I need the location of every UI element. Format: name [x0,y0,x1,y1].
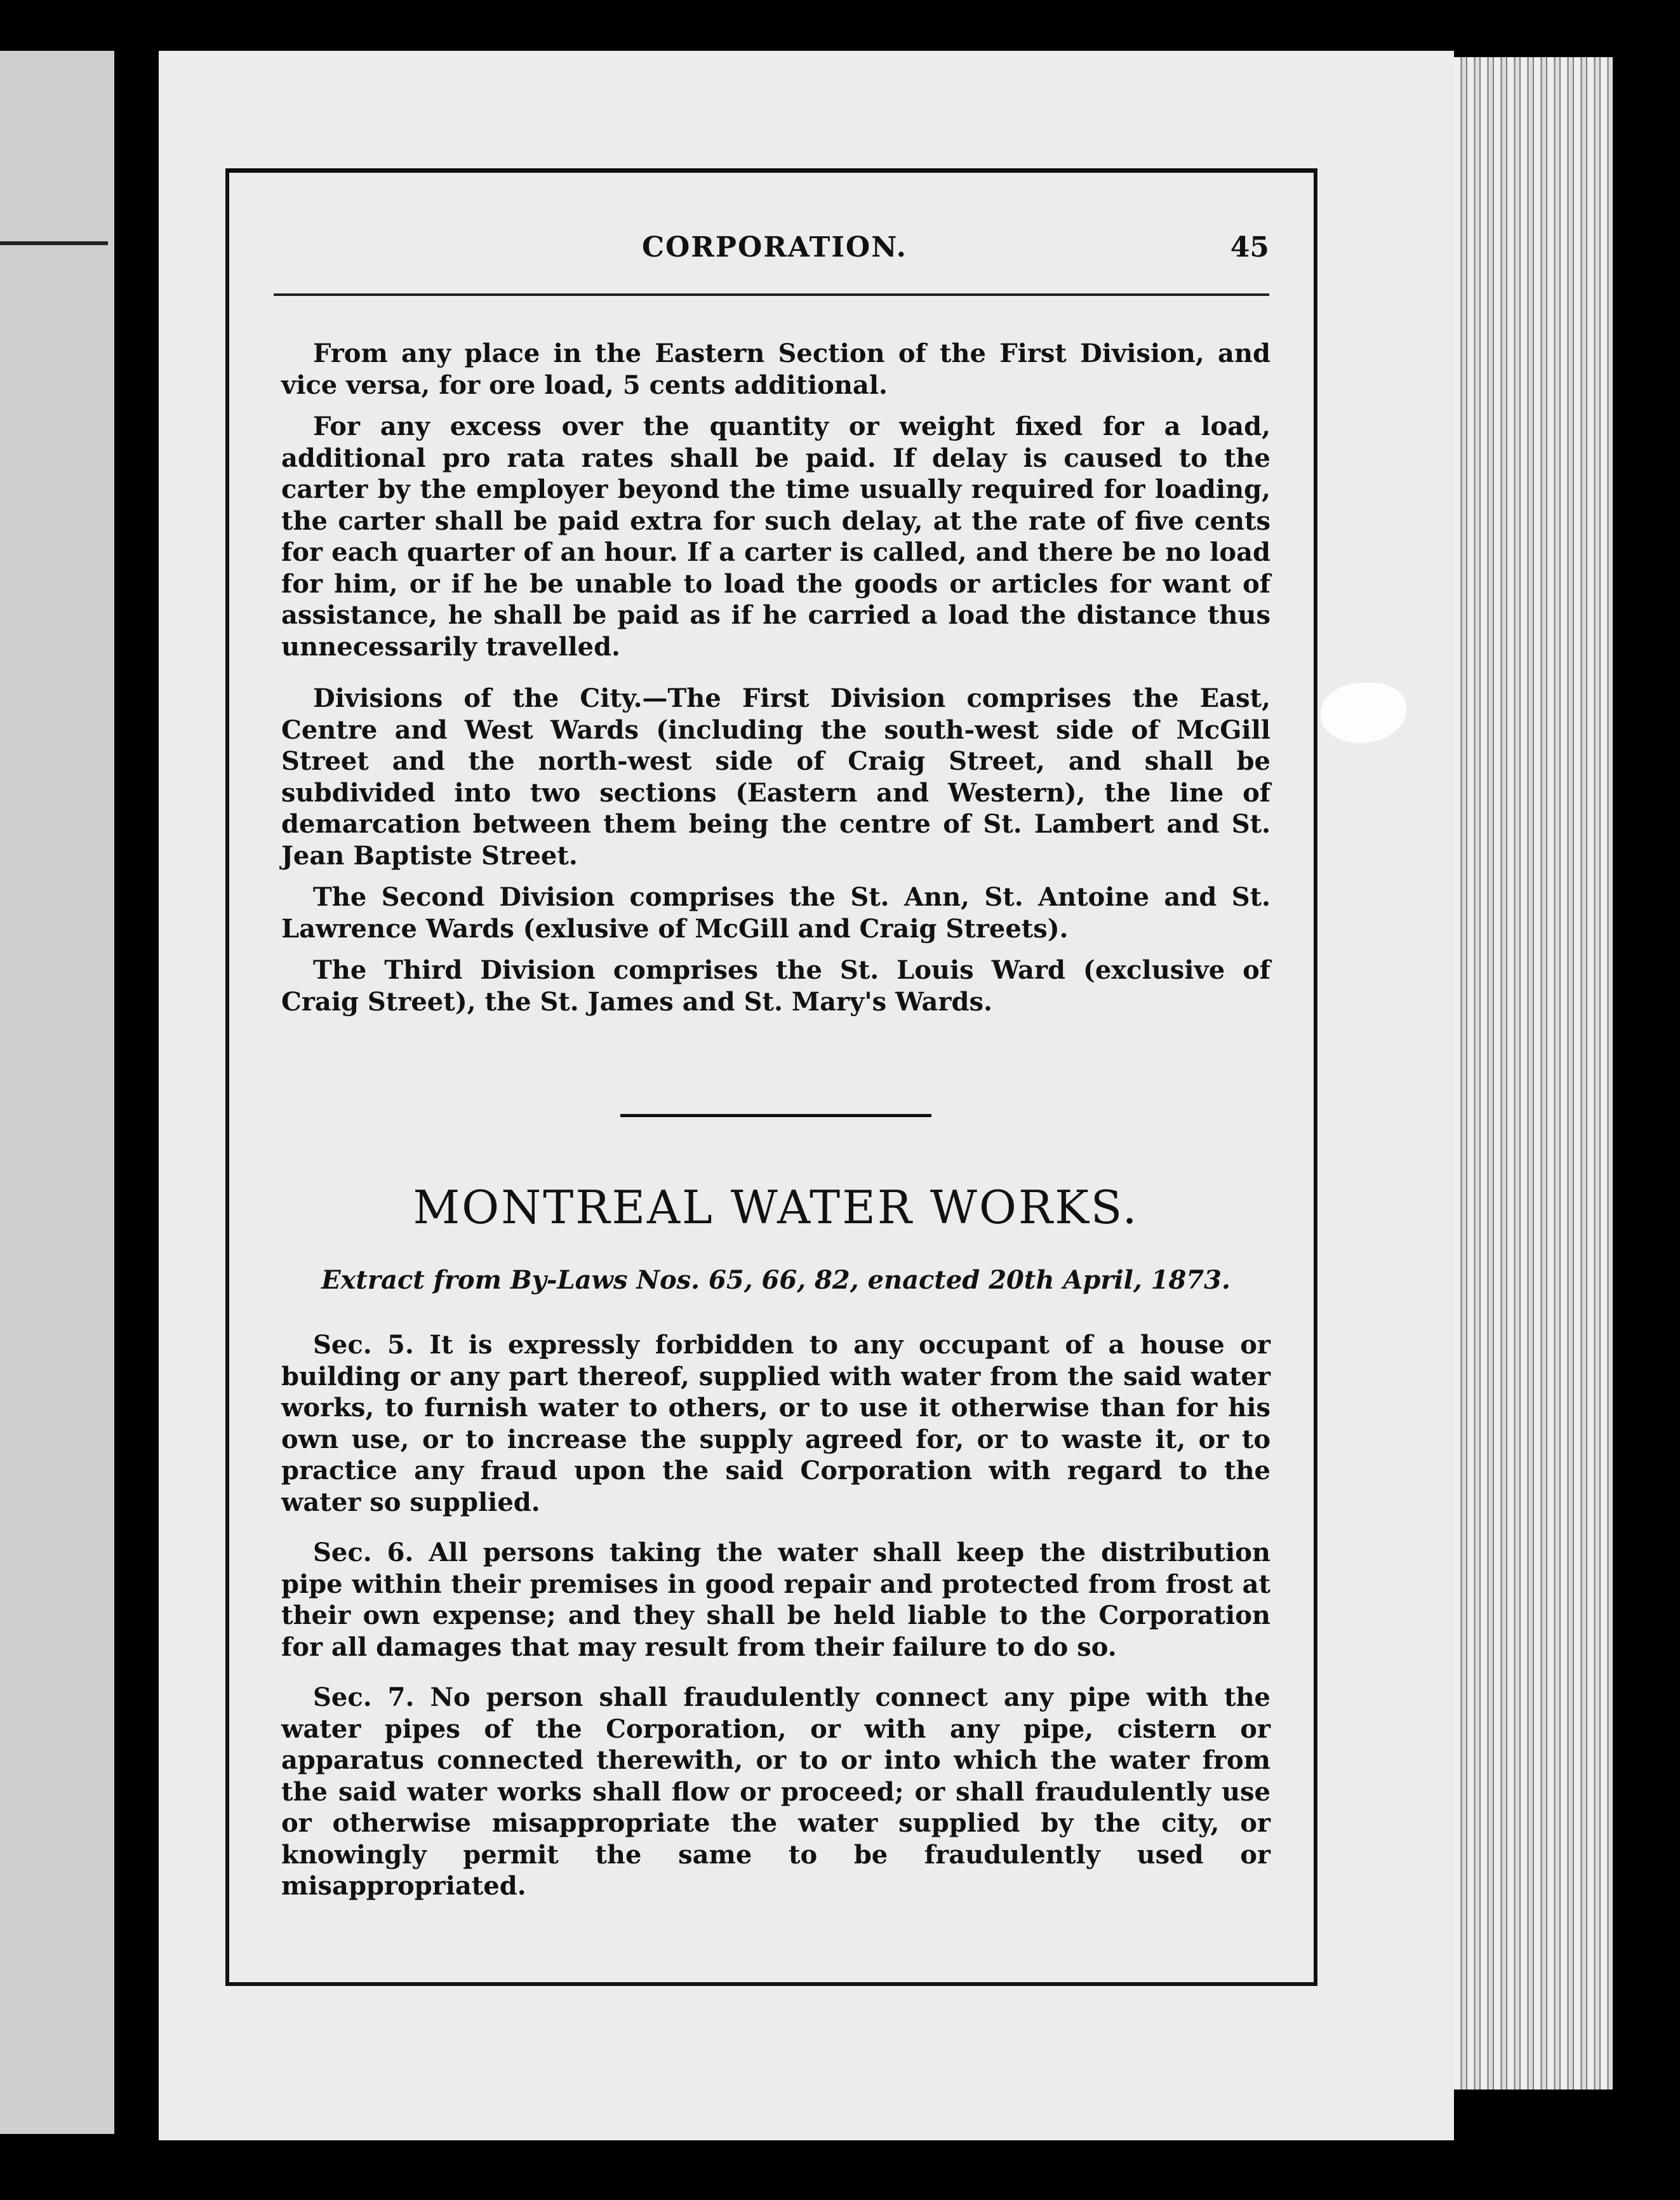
section-7 [281,1682,1270,1902]
paragraph-excess-load: For any excess over the quantity or weight fixed for a load, additional pro rata rates shall be paid. If delay is caused to the carter by the employer beyond the time usually required for loading, the carter shall be paid extra for such delay, at the rate of five cents for each quarter of an hour. If a carter is called, and there be no load for him, or if he be unable to load the goods or articles for want of assistance, he shall be paid as if he carried a load the distance thus unnecessarily travelled. [281,412,1270,662]
section-6-text: All persons taking the water shall keep the distribution pipe within their premises in good repair and protected from frost at their own expense; and they shall be held liable to the Corporation for all damages that may result from their failure to do so. [281,1538,1270,1662]
page-body [281,338,1270,1902]
section-6-label: Sec. 6. [313,1538,414,1567]
section-7-text: No person shall fraudulently connect any pipe with the water pipes of the Corporation, or with any pipe, cistern or apparatus connected therewith, or to or into which the water from the said water works shall flow or proceed; or shall fraudulently use or otherwise misappropriate the water supplied by the city, or knowingly permit the same to be fraudulently used or misappropriated. [281,1682,1270,1901]
page-header [280,231,1269,276]
section-5-label: Sec. 5. [313,1330,414,1360]
book-gutter [114,38,159,2147]
section-7-label: Sec. 7. [313,1682,415,1712]
facing-page-rule [0,241,108,245]
section-divider [620,1114,931,1117]
paragraph-third-division: The Third Division comprises the St. Louis Ward (exclusive of Craig Street), the St. James and St. Mary's Wards. [281,955,1270,1017]
page-edges [1454,57,1613,2089]
section-5-text: It is expressly forbidden to any occupant of a house or building or any part thereof, supplied with water from the said water works, to furnish water to others, or to use it otherwise than for his own use, or to increase the supply agreed for, or to waste it, or to practice any fraud upon the said Corporation with regard to the water so supplied. [281,1330,1270,1517]
section-5 [281,1329,1270,1518]
paragraph-second-division: The Second Division comprises the St. Ann, St. Antoine and St. Lawrence Wards (exlusive of McGill and Craig Streets). [281,882,1270,944]
background-shadow [1613,76,1680,2077]
section-6 [281,1537,1270,1663]
header-rule [274,293,1269,296]
paragraph-divisions-of-city: Divisions of the City.—The First Division comprises the East, Centre and West Wards (including the south-west side of McGill Street and the north-west side of Craig Street, and shall be subdivided into two sections (Eastern and Western), the line of demarcation between them being the centre of St. Lambert and St. Jean Baptiste Street. [281,683,1270,871]
paragraph-eastern-section: From any place in the Eastern Section of the First Division, and vice versa, for ore load, 5 cents additional. [281,339,1270,400]
by-law-extract-line: Extract from By-Laws Nos. 65, 66, 82, enacted 20th April, 1873. [321,1265,1230,1295]
running-head: CORPORATION. [641,231,907,264]
section-heading: MONTREAL WATER WORKS. [413,1181,1139,1234]
page-number: 45 [1230,231,1269,264]
facing-page-edge [0,51,114,2134]
text-frame [225,168,1317,1986]
